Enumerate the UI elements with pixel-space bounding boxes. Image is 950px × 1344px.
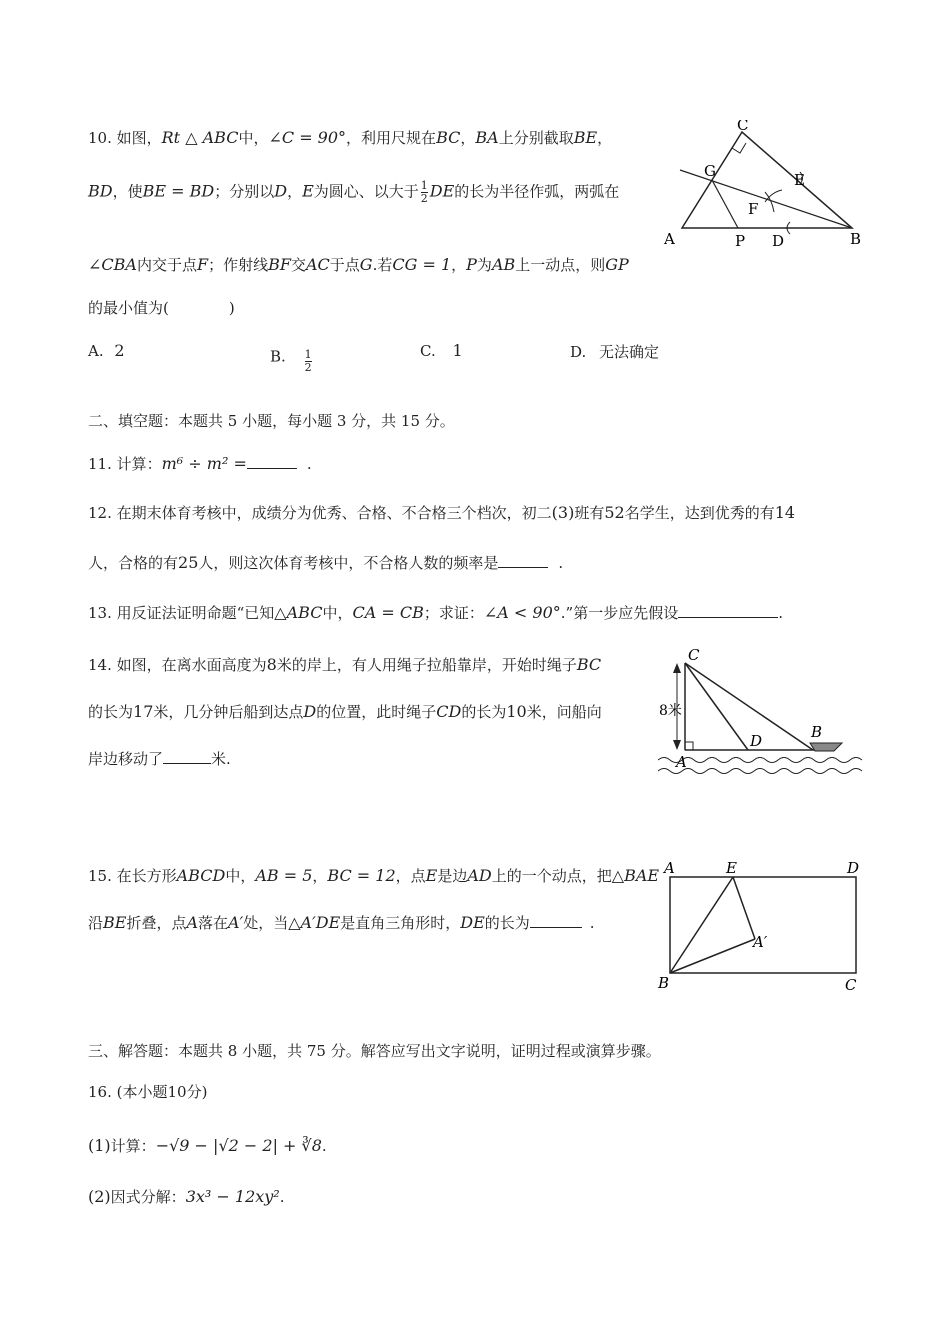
- label-b: B: [811, 723, 823, 741]
- label-b: B: [850, 230, 862, 248]
- answer-blank[interactable]: [678, 603, 778, 618]
- q15-text: 沿: [88, 914, 104, 932]
- fraction-half: [421, 180, 428, 205]
- q13: [88, 603, 783, 623]
- rope-cb: [685, 663, 813, 750]
- wave-1: [658, 758, 862, 763]
- math: D: [274, 181, 288, 201]
- q15-text: 中，: [225, 867, 256, 885]
- q12-text: 名学生，达到优秀的有: [624, 504, 775, 522]
- q10-text: ，使: [112, 182, 143, 201]
- label-a: A: [676, 753, 687, 771]
- q15-text: 15. 在长方形: [88, 867, 177, 885]
- q12-line2: [88, 553, 563, 573]
- q15-line1: [88, 866, 659, 886]
- q14-text: 岸边移动了: [88, 750, 164, 768]
- option-value: 2: [114, 341, 125, 360]
- boat: [810, 743, 842, 751]
- q11: [88, 454, 312, 474]
- math: BC = 12: [327, 866, 396, 885]
- q10-line2: [88, 180, 619, 205]
- q10-text: 中，: [238, 129, 269, 147]
- label-a: A: [664, 230, 675, 248]
- rope-cd: [685, 663, 748, 750]
- option-label: D.: [570, 343, 587, 361]
- math: △BAE: [611, 866, 660, 885]
- q10-text: ，: [597, 129, 613, 147]
- q10-text: 上分别截取: [498, 129, 574, 147]
- q10-text: 上一动点，则: [515, 256, 606, 274]
- q16-text: .: [321, 1137, 327, 1155]
- q14-text: 米，问船向: [526, 703, 602, 721]
- math: 25: [178, 553, 199, 572]
- part-number: (2): [88, 1187, 111, 1206]
- math: AB = 5: [255, 866, 313, 885]
- q16-points: (本小题10分): [116, 1083, 208, 1101]
- option-label: B.: [270, 347, 286, 366]
- label-p: P: [735, 232, 746, 250]
- q14-text: 米.: [211, 750, 231, 768]
- q10-text: ；分别以: [214, 182, 275, 201]
- math: AB: [491, 255, 516, 274]
- math: G: [359, 255, 373, 274]
- math: GP: [605, 255, 629, 274]
- math: A: [186, 913, 199, 932]
- math: CA = CB: [352, 603, 424, 622]
- q10-text: .若: [372, 256, 393, 274]
- q15-text: 是边: [437, 867, 468, 885]
- math: 3x³ − 12xy²: [185, 1187, 280, 1206]
- math: ABCD: [176, 866, 226, 885]
- option-label: C.: [420, 342, 436, 360]
- q11-text: 11. 计算：: [88, 455, 162, 473]
- q14-text: 的长为: [461, 703, 507, 721]
- math: ∠A < 90°: [483, 603, 561, 622]
- q10-text: ；作射线: [208, 256, 269, 274]
- option-d: [570, 341, 659, 362]
- option-a: [88, 341, 125, 360]
- label-f: F: [748, 200, 759, 218]
- q12-text: 人，合格的有: [88, 554, 179, 572]
- q12-text: 班有: [574, 504, 605, 522]
- fold-line-be: [670, 877, 733, 973]
- label-d: D: [772, 232, 785, 250]
- label-e: E: [794, 171, 805, 189]
- label-d: D: [847, 859, 860, 877]
- math: BF: [268, 255, 291, 274]
- q10-text: ，利用尺规在: [346, 129, 437, 147]
- math: BD: [88, 181, 113, 201]
- math: CG = 1: [392, 255, 452, 274]
- q11-text: .: [306, 455, 312, 473]
- answer-blank[interactable]: [530, 913, 582, 928]
- math: 52: [604, 503, 625, 522]
- math: BE = BD: [142, 181, 215, 201]
- q13-text: 13. 用反证法证明命题“已知: [88, 604, 275, 622]
- q16-text: 计算：: [110, 1137, 156, 1155]
- arrow-down: [673, 740, 681, 750]
- math: DE: [429, 181, 455, 201]
- math: E: [302, 181, 314, 201]
- q14-line3: [88, 749, 231, 769]
- label-e: E: [726, 859, 737, 877]
- q10-line4: 的最小值为( ): [88, 299, 235, 317]
- right-angle-mark: [685, 742, 693, 750]
- numerator: 1: [304, 348, 312, 361]
- math: 17: [133, 702, 154, 721]
- q16-part2: [88, 1187, 285, 1207]
- answer-blank[interactable]: [498, 553, 548, 568]
- q14-text: 米的岸上，有人用绳子拉船靠岸，开始时绳子: [276, 656, 577, 674]
- label-c: C: [688, 646, 700, 664]
- math: E: [425, 866, 438, 885]
- option-label: A.: [88, 342, 104, 360]
- option-value: 1: [452, 341, 463, 360]
- q16-number: 16.: [88, 1083, 117, 1101]
- answer-blank[interactable]: [163, 749, 211, 764]
- rectangle-abcd: [670, 877, 856, 973]
- q16-part1: [88, 1136, 327, 1156]
- q15-text: ，: [312, 867, 328, 885]
- math: DE: [460, 913, 485, 932]
- math: m⁶ ÷ m² =: [161, 454, 247, 473]
- fraction-half: [305, 349, 312, 374]
- q15-text: ，点: [395, 867, 426, 885]
- section-3-heading: 三、解答题：本题共 8 小题，共 75 分。解答应写出文字说明，证明过程或演算步骤。: [88, 1042, 661, 1060]
- q15-text: 处，当: [243, 914, 289, 932]
- math: BE: [573, 128, 598, 147]
- q12-text: 人，则这次体育考核中，不合格人数的频率是: [198, 554, 499, 572]
- q15-figure: [655, 855, 865, 1000]
- denominator: 2: [304, 361, 312, 374]
- label-height: 8米: [659, 703, 682, 719]
- denominator: 2: [420, 192, 428, 205]
- math: △A′DE: [288, 913, 341, 932]
- answer-blank[interactable]: [247, 454, 297, 469]
- label-d: D: [750, 732, 763, 750]
- math: D: [303, 702, 317, 721]
- q15-text: 上的一个动点，把: [491, 867, 612, 885]
- math: ∠CBA: [88, 255, 137, 274]
- math: BE: [103, 913, 127, 932]
- math: Rt △ ABC: [161, 128, 239, 147]
- q10-text: ，: [287, 182, 303, 201]
- math: AD: [467, 866, 492, 885]
- math: AC: [305, 255, 330, 274]
- q14-line1: [88, 655, 601, 675]
- math: BA: [475, 128, 499, 147]
- q13-text: 中，: [322, 604, 353, 622]
- math: CD: [436, 702, 462, 721]
- option-c: [420, 341, 463, 360]
- label-g: G: [704, 162, 716, 180]
- q10-text: 内交于点: [136, 256, 197, 274]
- option-b: [270, 341, 314, 374]
- q10-line3: [88, 255, 629, 275]
- q14-text: 的位置，此时绳子: [316, 703, 437, 721]
- q15-text: 落在: [198, 914, 229, 932]
- label-c: C: [737, 120, 749, 134]
- math: (3): [551, 503, 575, 522]
- q13-text: ；求证：: [423, 604, 484, 622]
- math: −√9 − |√2 − 2| + ∛8: [155, 1136, 322, 1155]
- label-a-prime: A′: [753, 933, 768, 951]
- segment-ba: [670, 939, 755, 973]
- triangle-abc: [682, 132, 852, 228]
- q13-text: .: [778, 604, 783, 622]
- q12-text: 12. 在期末体育考核中，成绩分为优秀、合格、不合格三个档次，初二: [88, 504, 552, 522]
- label-c: C: [845, 976, 857, 994]
- numerator: 1: [420, 179, 428, 192]
- q14-line2: [88, 702, 602, 722]
- q14-text: 米，几分钟后船到达点: [153, 703, 304, 721]
- q15-text: 折叠，点: [126, 914, 187, 932]
- math: BC: [436, 128, 461, 147]
- segment-gp: [712, 180, 738, 228]
- q15-text: .: [589, 914, 595, 932]
- q12-text: .: [558, 554, 564, 572]
- q10-text: 10. 如图，: [88, 129, 162, 147]
- label-a: A: [664, 859, 675, 877]
- q16-heading: [88, 1082, 207, 1102]
- section-2-heading: 二、填空题：本题共 5 小题，每小题 3 分，共 15 分。: [88, 412, 455, 430]
- q16-text: .: [279, 1188, 285, 1206]
- segment-ea: [733, 877, 755, 939]
- q16-text: 因式分解：: [110, 1188, 186, 1206]
- q14-text: 的长为: [88, 703, 134, 721]
- q14-figure: [658, 645, 863, 780]
- arrow-up: [673, 663, 681, 673]
- q14-text: 14. 如图，在离水面高度为: [88, 656, 267, 674]
- q10-text: 的长为半径作弧，两弧在: [454, 182, 620, 201]
- q10-text: 为: [476, 256, 492, 274]
- math: BC: [576, 655, 602, 674]
- q10-text: 于点: [329, 256, 360, 274]
- q13-text: .”第一步应先假设: [560, 604, 679, 622]
- q15-line2: [88, 913, 595, 933]
- math: 10: [506, 702, 527, 721]
- math: A′: [228, 913, 244, 932]
- option-value: 无法确定: [599, 343, 660, 361]
- math: ∠C = 90°: [268, 128, 347, 147]
- q12-line1: [88, 503, 795, 523]
- q15-text: 是直角三角形时，: [340, 914, 461, 932]
- label-b: B: [658, 974, 670, 992]
- q10-figure: [660, 120, 870, 255]
- q10-text: 交: [290, 256, 306, 274]
- math: P: [466, 255, 477, 274]
- arc-2: [765, 192, 774, 212]
- part-number: (1): [88, 1136, 111, 1155]
- wave-2: [658, 769, 862, 774]
- q10-text: ，: [451, 256, 467, 274]
- q10-text: 为圆心、以大于: [313, 182, 419, 201]
- q10-text: ，: [460, 129, 476, 147]
- math: 8: [266, 655, 277, 674]
- math: F: [196, 255, 209, 274]
- q10-line1: [88, 128, 612, 148]
- math: △ABC: [274, 603, 323, 622]
- q15-text: 的长为: [484, 914, 530, 932]
- math: 14: [774, 503, 796, 522]
